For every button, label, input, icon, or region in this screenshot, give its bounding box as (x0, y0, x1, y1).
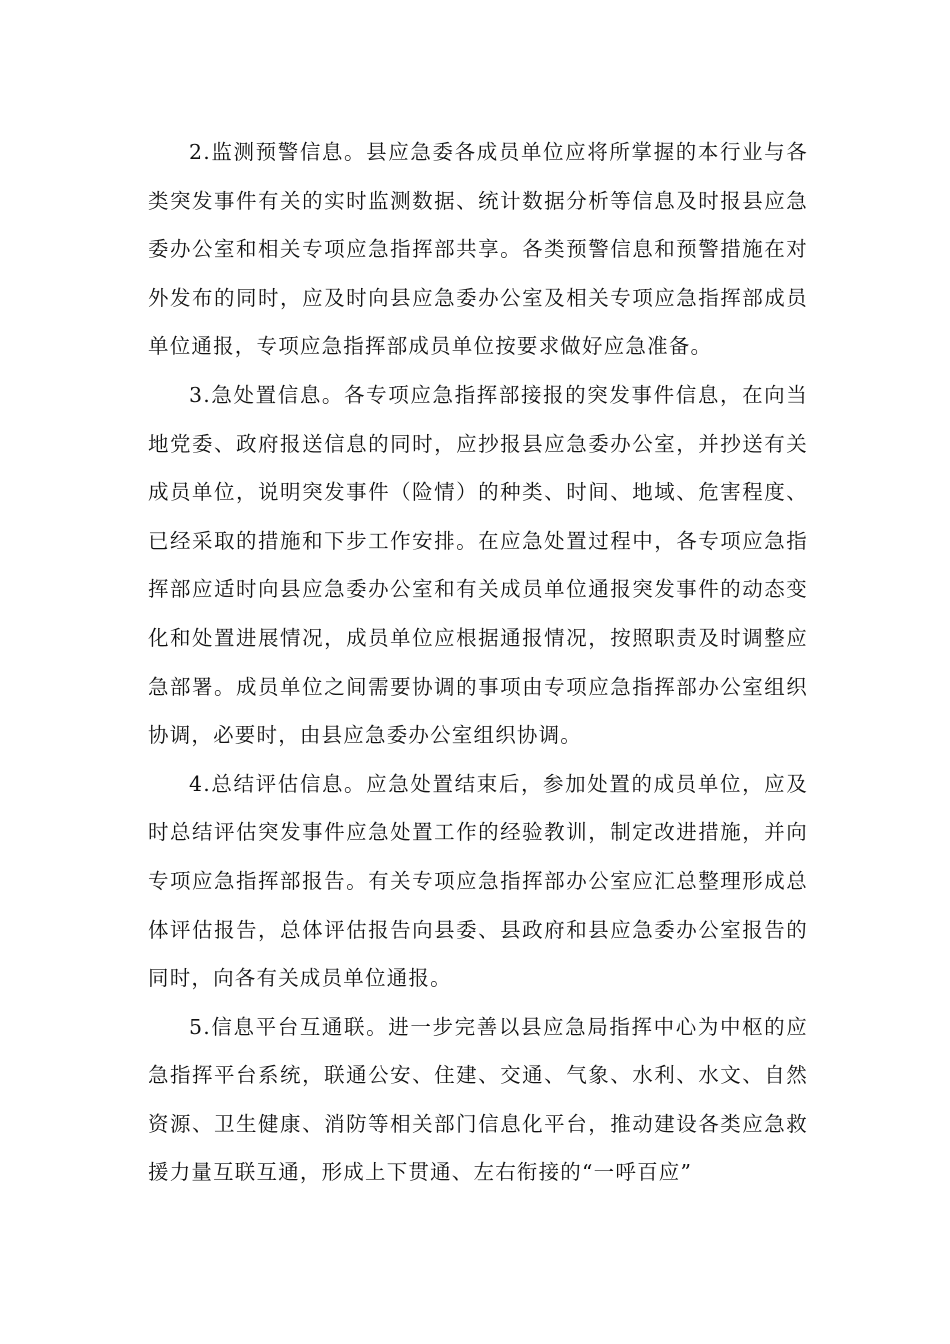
paragraph-summary-evaluation-info: 4.总结评估信息。应急处置结束后，参加处置的成员单位，应及时总结评估突发事件应急处置工作的经验教训，制定改进措施，并向专项应急指挥部报告。有关专项应急指挥部办公室应汇总整理形成总体评估报告，总体评估报告向县委、县政府和县应急委办公室报告的同时，向各有关成员单位通报。 (148, 771, 808, 991)
paragraph-monitoring-warning-info: 2.监测预警信息。县应急委各成员单位应将所掌握的本行业与各类突发事件有关的实时监测数据、统计数据分析等信息及时报县应急委办公室和相关专项应急指挥部共享。各类预警信息和预警措施在对外发布的同时，应及时向县应急委办公室及相关专项应急指挥部成员单位通报，专项应急指挥部成员单位按要求做好应急准备。 (148, 140, 808, 359)
document-body (148, 128, 808, 1197)
paragraph-emergency-handling-info: 3.急处置信息。各专项应急指挥部接报的突发事件信息，在向当地党委、政府报送信息的同时，应抄报县应急委办公室，并抄送有关成员单位，说明突发事件（险情）的种类、时间、地域、危害程度、已经采取的措施和下步工作安排。在应急处置过程中，各专项应急指挥部应适时向县应急委办公室和有关成员单位通报突发事件的动态变化和处置进展情况，成员单位应根据通报情况，按照职责及时调整应急部署。成员单位之间需要协调的事项由专项应急指挥部办公室组织协调，必要时，由县应急委办公室组织协调。 (148, 382, 808, 748)
paragraph-info-platform-interconnection: 5.信息平台互通联。进一步完善以县应急局指挥中心为中枢的应急指挥平台系统，联通公安、住建、交通、气象、水利、水文、自然资源、卫生健康、消防等相关部门信息化平台，推动建设各类应急救援力量互联互通，形成上下贯通、左右衔接的“一呼百应” (148, 1014, 808, 1185)
